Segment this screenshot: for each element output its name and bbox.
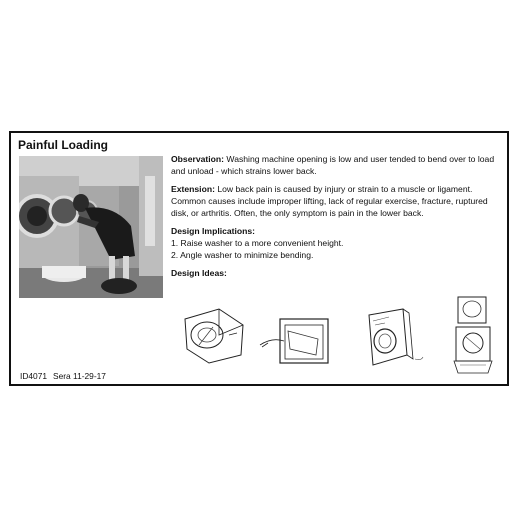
observation-text: Washing machine opening is low and user tended to bend over to load and unload - which strains lower back.	[171, 154, 495, 176]
card-id: ID4071	[20, 371, 48, 381]
extension-paragraph	[171, 183, 505, 219]
extension-label: Extension:	[171, 184, 215, 194]
implication-item-2: 2. Angle washer to minimize bending.	[171, 250, 314, 260]
sketch-angled-washer	[179, 305, 249, 365]
sketch-stacked-washer	[448, 293, 498, 379]
extension-text: Low back pain is caused by injury or strain to a muscle or ligament. Common causes include improper lifting, lack of regular exercise, fracture, ruptured disk, or arthritis. Often, the only symptom is pain in the lower back.	[171, 184, 488, 218]
observation-label: Observation:	[171, 154, 225, 164]
sketch-tilted-drum-washer	[258, 317, 333, 367]
design-implications-section	[171, 225, 505, 261]
design-card	[9, 131, 509, 386]
observation-paragraph	[171, 153, 505, 177]
card-footer	[20, 371, 112, 381]
laundromat-photo-drawing	[19, 156, 163, 298]
design-implications-label: Design Implications:	[171, 226, 256, 236]
implication-item-1: 1. Raise washer to a more convenient height.	[171, 238, 344, 248]
sketch-raised-washer	[359, 303, 429, 373]
card-title: Painful Loading	[18, 138, 108, 152]
design-ideas-label: Design Ideas:	[171, 268, 227, 278]
design-ideas-section	[171, 267, 505, 279]
author-date: Sera 11-29-17	[53, 371, 106, 381]
laundromat-photo	[19, 156, 163, 298]
text-column	[171, 153, 505, 285]
